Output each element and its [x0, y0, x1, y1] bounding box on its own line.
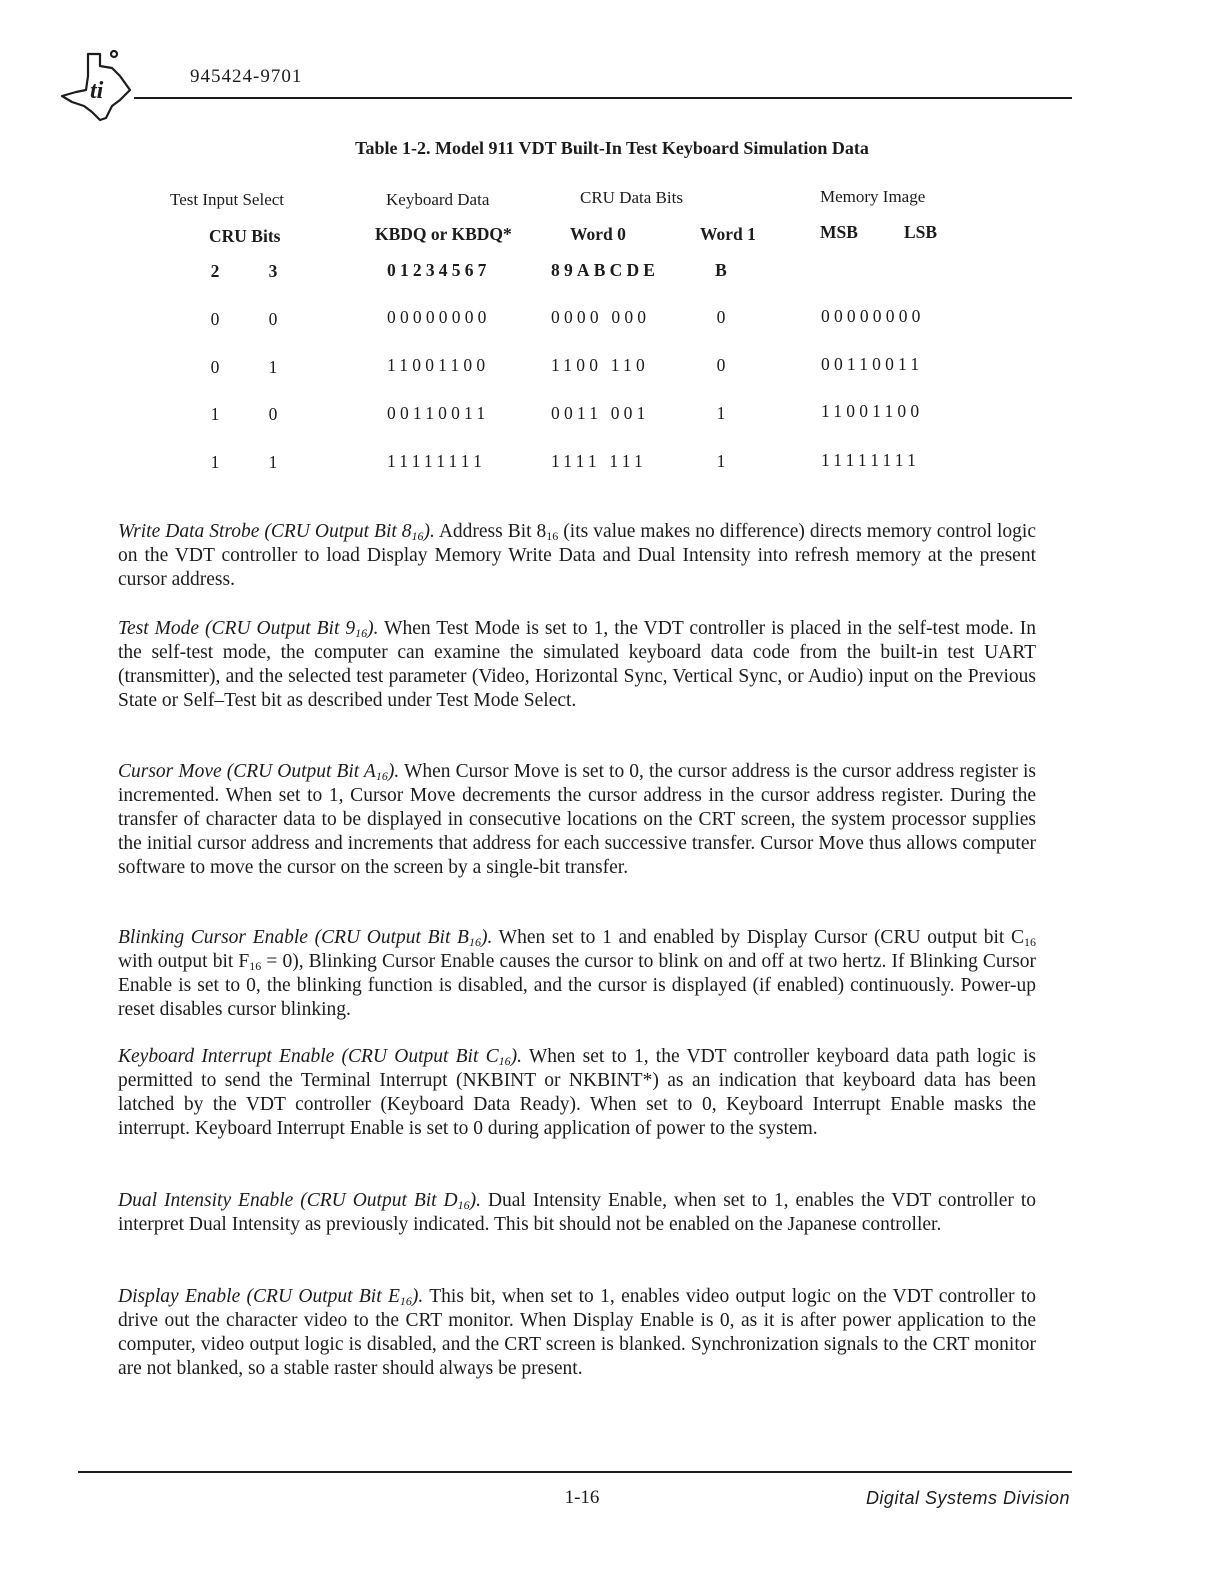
table-cell-word1: 0 [716, 307, 726, 327]
table-cell-memory: 11111111 [821, 450, 921, 470]
table-cell-bit2: 0 [210, 357, 220, 377]
header-test-input-select: Test Input Select [170, 190, 285, 209]
table-title: Table 1-2. Model 911 VDT Built-In Test Keyboard Simulation Data [355, 138, 869, 158]
paragraph-test-mode: Test Mode (CRU Output Bit $9_{16}$). When Test Mode is set to 1, the VDT controller is placed in the self-test mode. In the self-test mode, the computer can examine the simulated keyboard data code from the built-in test UART (transmitter), and the selected test parameter (Video, Horizontal Sync, Vertical Sync, or Audio) input on the Previous State or Self–Test bit as described under Test Mode Select. [118, 618, 1036, 711]
header-word-1: Word 1 [700, 224, 756, 244]
header-word0-bit-numbers: 89ABCDE [551, 260, 660, 280]
header-word-0: Word 0 [570, 224, 626, 244]
header-memory-image: Memory Image [820, 187, 926, 206]
table-cell-word1: 1 [716, 403, 726, 423]
table-cell-memory: 00110011 [821, 354, 924, 374]
header-kbdq: KBDQ or KBDQ* [375, 224, 512, 244]
paragraph-write-data-strobe: Write Data Strobe (CRU Output Bit $8_{16}$). Address Bit $8_{16}$ (its value makes no difference) directs memory control logic on the VDT controller to load Display Memory Write Data and Dual Intensity into refresh memory at the present cursor address. [118, 521, 1036, 590]
paragraph-keyboard-interrupt-enable: Keyboard Interrupt Enable (CRU Output Bit $C_{16}$). When set to 1, the VDT controller keyboard data path logic is permitted to send the Terminal Interrupt (NKBINT or NKBINT*) as an indication that keyboard data has been latched by the VDT controller (Keyboard Data Ready). When set to 0, Keyboard Interrupt Enable masks the interrupt. Keyboard Interrupt Enable is set to 0 during application of power to the system. [118, 1046, 1036, 1139]
header-lsb: LSB [904, 222, 938, 242]
paragraph-heading: Keyboard Interrupt Enable (CRU Output Bit $C_{16}$). [118, 1046, 522, 1068]
paragraph-cursor-move: Cursor Move (CRU Output Bit $A_{16}$). When Cursor Move is set to 0, the cursor address is the cursor address register is incremented. When set to 1, Cursor Move decrements the cursor address in the cursor address register. During the transfer of character data to be displayed in consecutive locations on the CRT screen, the system processor supplies the initial cursor address and increments that address for each successive transfer. Cursor Move thus allows computer software to move the cursor on the screen by a single-bit transfer. [118, 761, 1036, 878]
header-msb: MSB [820, 222, 858, 242]
paragraph-heading: Display Enable (CRU Output Bit $E_{16}$). [118, 1286, 424, 1308]
page-number: 1-16 [564, 1487, 600, 1508]
table-cell-bit2: 1 [210, 452, 220, 472]
header-cru-bits: CRU Bits [209, 226, 281, 246]
header-bit-2: 2 [210, 261, 220, 281]
division-name: Digital Systems Division [865, 1488, 1070, 1508]
paragraph-heading: Write Data Strobe (CRU Output Bit $8_{16}$). [118, 521, 435, 543]
table-cell-bit3: 0 [268, 404, 278, 424]
table-cell-word1: 0 [716, 355, 726, 375]
svg-text:ti: ti [90, 78, 104, 104]
header-keyboard-data: Keyboard Data [386, 190, 490, 209]
table-cell-word1: 1 [716, 451, 726, 471]
header-word1-bit-number: B [715, 260, 727, 280]
table-cell-word0: 1100 110 [551, 355, 649, 375]
paragraph-heading: Blinking Cursor Enable (CRU Output Bit $B_{16}$). [118, 927, 493, 949]
table-cell-bit2: 1 [210, 404, 220, 424]
header-cru-data-bits: CRU Data Bits [580, 188, 683, 207]
table-cell-bit3: 1 [268, 452, 278, 472]
paragraph-heading: Dual Intensity Enable (CRU Output Bit $D_{16}$). [118, 1190, 481, 1212]
paragraph-heading: Cursor Move (CRU Output Bit $A_{16}$). [118, 761, 400, 783]
paragraph-display-enable: Display Enable (CRU Output Bit $E_{16}$). This bit, when set to 1, enables video output logic on the VDT controller to drive out the character video to the CRT monitor. When Display Enable is 0, as it is after power application to the computer, video output logic is disabled, and the CRT screen is blanked. Synchronization signals to the CRT monitor are not blanked, so a stable raster should always be present. [118, 1286, 1037, 1379]
table-cell-bit3: 1 [268, 357, 278, 377]
table-cell-bit2: 0 [210, 309, 220, 329]
header-bit-3: 3 [268, 261, 278, 281]
paragraph-heading: Test Mode (CRU Output Bit $9_{16}$). [118, 618, 379, 640]
keyboard-simulation-table [0, 0, 1224, 480]
table-cell-word0: 0000 000 [551, 307, 651, 327]
table-cell-bit3: 0 [268, 309, 278, 329]
document-number: 945424-9701 [190, 66, 303, 87]
table-cell-kbd: 00110011 [387, 403, 490, 423]
header-kbd-bit-numbers: 01234567 [387, 260, 491, 280]
table-cell-memory: 00000000 [821, 306, 925, 326]
paragraph-dual-intensity-enable: Dual Intensity Enable (CRU Output Bit $D_{16}$). Dual Intensity Enable, when set to 1, enables the VDT controller to interpret Dual Intensity as previously indicated. This bit should not be enabled on the Japanese controller. [118, 1190, 1036, 1235]
table-cell-memory: 11001100 [821, 401, 924, 421]
table-cell-kbd: 11001100 [387, 355, 490, 375]
table-cell-kbd: 00000000 [387, 307, 491, 327]
paragraph-blinking-cursor-enable: Blinking Cursor Enable (CRU Output Bit $B_{16}$). When set to 1 and enabled by Display Cursor (CRU output bit $C_{16}$ with output bit $F_{16} = 0$), Blinking Cursor Enable causes the cursor to blink on and off at two hertz. If Blinking Cursor Enable is set to 0, the blinking function is disabled, and the cursor is displayed (if enabled) continuously. Power-up reset disables cursor blinking. [118, 927, 1037, 1020]
table-cell-kbd: 11111111 [387, 451, 487, 471]
table-cell-word0: 0011 001 [551, 403, 650, 423]
table-cell-word0: 1111 111 [551, 451, 647, 471]
footer-rule [78, 1471, 1072, 1473]
